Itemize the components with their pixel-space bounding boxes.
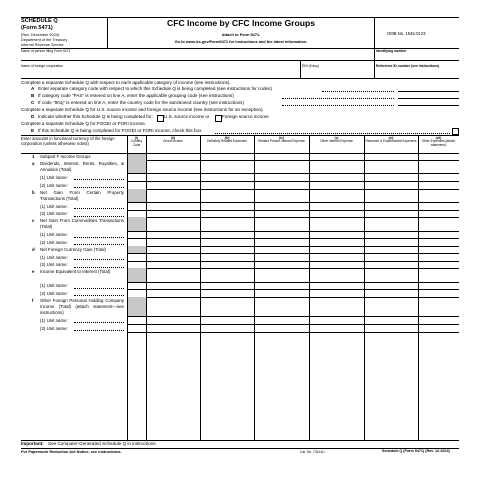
table-cell[interactable] <box>365 189 417 201</box>
table-cell[interactable] <box>419 239 458 245</box>
unit-name-label: (1) Unit name: <box>40 254 68 260</box>
line-b-text: If category code "PAS" is entered on line A, enter the applicable grouping code (see instructions) <box>38 93 234 98</box>
table-cell[interactable] <box>255 282 308 288</box>
section-total-label: Net Gain From Certain Property Transactions (Total) <box>40 189 124 201</box>
table-cell[interactable] <box>147 282 199 288</box>
table-cell[interactable] <box>419 218 458 230</box>
table-cell[interactable] <box>419 261 458 267</box>
table-cell[interactable] <box>365 261 417 267</box>
table-cell[interactable] <box>419 297 458 315</box>
table-cell[interactable] <box>147 254 199 260</box>
table-cell[interactable] <box>147 189 199 201</box>
column-code: (ii) <box>171 135 175 140</box>
table-cell[interactable] <box>201 269 253 281</box>
table-cell[interactable] <box>128 325 145 331</box>
instructions-link-note: Go to www.irs.gov/Form5471 for instructions and the latest information. <box>174 39 308 44</box>
table-cell[interactable] <box>255 297 308 315</box>
line-1-number: 1 <box>32 154 35 159</box>
name-person-field[interactable] <box>21 53 373 60</box>
unit-name-label: (2) Unit name: <box>40 325 68 331</box>
table-cell[interactable] <box>255 290 308 296</box>
table-cell[interactable] <box>128 161 145 173</box>
fogei-fori-checkbox[interactable] <box>452 128 459 135</box>
column-label: Related Person Interest Expense <box>258 139 305 144</box>
line-c-text: If code "901j" is entered on line A, enter the country code for the sanctioned country (see instructions) <box>38 100 245 105</box>
table-cell[interactable] <box>128 290 145 296</box>
table-cell[interactable] <box>310 161 363 173</box>
column-label: Other Interest Expense <box>320 139 353 144</box>
unit-name-field[interactable] <box>74 179 124 180</box>
table-cell[interactable] <box>147 174 199 180</box>
table-cell[interactable] <box>310 325 363 331</box>
table-cell[interactable] <box>147 161 199 173</box>
table-cell[interactable] <box>255 182 308 188</box>
table-cell[interactable] <box>419 269 458 281</box>
table-cell[interactable] <box>147 297 199 315</box>
intro-source: Complete a separate Schedule Q for U.S. source income and foreign source income (see instructions for an exception). <box>21 107 264 112</box>
unit-name-label: (2) Unit name: <box>40 239 68 245</box>
identifying-number-label: Identifying number <box>376 48 407 53</box>
table-cell[interactable] <box>147 325 199 331</box>
column-header <box>146 137 200 144</box>
table-cell[interactable] <box>365 282 417 288</box>
table-cell[interactable] <box>419 182 458 188</box>
unit-name-label: (2) Unit name: <box>40 182 68 188</box>
table-cell[interactable] <box>201 174 253 180</box>
table-cell[interactable] <box>365 231 417 237</box>
grouping-code-field[interactable] <box>398 93 459 99</box>
table-cell[interactable] <box>365 210 417 216</box>
us-source-checkbox[interactable] <box>157 115 164 122</box>
table-cell[interactable] <box>255 239 308 245</box>
table-cell[interactable] <box>128 317 145 323</box>
identifying-number-field[interactable] <box>375 53 459 60</box>
table-cell[interactable] <box>310 239 363 245</box>
table-cell[interactable] <box>419 174 458 180</box>
unit-name-label: (1) Unit name: <box>40 283 68 289</box>
form-reference: Schedule Q (Form 5471) (Rev. 12-2024) <box>382 449 450 453</box>
table-cell[interactable] <box>365 317 417 323</box>
table-cell[interactable] <box>201 189 253 201</box>
revision-date: (Rev. December 2024) <box>21 33 60 37</box>
table-cell[interactable] <box>365 161 417 173</box>
column-code: (vi) <box>388 135 394 140</box>
table-cell[interactable] <box>255 161 308 173</box>
column-header <box>127 137 146 148</box>
table-cell[interactable] <box>201 325 253 331</box>
unit-name-label: (1) Unit name: <box>40 174 68 180</box>
name-foreign-corp-field[interactable] <box>21 69 299 78</box>
reference-id-field[interactable] <box>375 69 459 78</box>
intro-category: Complete a separate Schedule Q with respect to each applicable category of income (see instructions). <box>21 80 231 85</box>
table-cell[interactable] <box>365 246 417 252</box>
column-code: (iii) <box>224 135 230 140</box>
table-cell[interactable] <box>128 254 145 260</box>
table-cell[interactable] <box>419 231 458 237</box>
table-cell[interactable] <box>310 182 363 188</box>
table-cell[interactable] <box>365 182 417 188</box>
table-cell[interactable] <box>128 231 145 237</box>
table-cell[interactable] <box>365 297 417 315</box>
section-letter: c <box>32 218 35 224</box>
unit-name-label: (1) Unit name: <box>40 317 68 323</box>
country-code-field[interactable] <box>398 100 459 106</box>
unit-name-label: (2) Unit name: <box>40 262 68 268</box>
line-e-letter: E <box>31 128 35 133</box>
table-cell[interactable] <box>255 317 308 323</box>
important-label: Important: <box>21 441 44 446</box>
paperwork-notice: For Paperwork Reduction Act Notice, see instructions. <box>21 449 122 454</box>
form-number: (Form 5471) <box>21 25 53 31</box>
table-cell[interactable] <box>255 210 308 216</box>
column-header <box>364 137 418 144</box>
table-cell[interactable] <box>255 231 308 237</box>
catalog-number: Cat. No. 73414U <box>300 450 325 454</box>
table-cell[interactable] <box>255 261 308 267</box>
section-total-label: Net Foreign Currency Gain (Total) <box>40 246 106 252</box>
section-letter: d <box>32 246 35 252</box>
unit-name-field[interactable] <box>74 295 124 296</box>
schedule-label: SCHEDULE Q <box>21 18 58 24</box>
table-cell[interactable] <box>128 174 145 180</box>
line-a-text: Enter separate category code with respect to which this Schedule Q is being completed (see instructions for codes) <box>38 86 272 91</box>
section-total-label: Income Equivalent to Interest (Total) <box>40 269 111 275</box>
table-cell[interactable] <box>419 161 458 173</box>
line-d-text: Indicate whether this Schedule Q is being completed for: <box>38 114 153 119</box>
table-cell[interactable] <box>255 189 308 201</box>
unit-name-label: (2) Unit name: <box>40 290 68 296</box>
table-cell[interactable] <box>310 189 363 201</box>
foreign-source-checkbox[interactable] <box>215 115 222 122</box>
table-cell[interactable] <box>147 317 199 323</box>
table-cell[interactable] <box>147 182 199 188</box>
agency-label: Internal Revenue Service <box>21 42 64 47</box>
foreign-source-label: Foreign source income <box>222 114 269 119</box>
column-header <box>200 137 254 144</box>
section-letter: a <box>32 161 35 166</box>
table-cell[interactable] <box>128 269 145 281</box>
table-cell[interactable] <box>201 282 253 288</box>
table-cell[interactable] <box>147 239 199 245</box>
table-cell[interactable] <box>310 203 363 209</box>
table-cell[interactable] <box>147 246 199 252</box>
table-corner-note: Enter amounts in functional currency of the foreign corporation (unless otherwise noted) <box>21 135 115 146</box>
table-cell[interactable] <box>201 290 253 296</box>
ein-label: EIN (if any) <box>302 64 319 68</box>
important-text: See Computer-Generated Schedule Q in instructions. <box>48 441 157 446</box>
table-cell[interactable] <box>201 218 253 230</box>
table-cell[interactable] <box>255 269 308 281</box>
table-cell[interactable] <box>310 261 363 267</box>
table-cell[interactable] <box>147 218 199 230</box>
intro-fogei: Complete a separate Schedule Q for FOGEI or FORI income. <box>21 121 147 126</box>
column-label: Gross Income <box>163 139 183 144</box>
table-cell[interactable] <box>147 210 199 216</box>
table-cell[interactable] <box>365 218 417 230</box>
table-cell[interactable] <box>419 203 458 209</box>
table-cell[interactable] <box>201 203 253 209</box>
name-foreign-corp-label: Name of foreign corporation <box>21 64 64 68</box>
line-a-letter: A <box>31 86 35 91</box>
table-cell[interactable] <box>365 325 417 331</box>
table-cell[interactable] <box>147 261 199 267</box>
column-code: (v) <box>334 135 339 140</box>
table-cell[interactable] <box>147 231 199 237</box>
table-cell[interactable] <box>255 254 308 260</box>
table-cell[interactable] <box>419 290 458 296</box>
table-cell[interactable] <box>147 269 199 281</box>
section-total-label: Other Foreign Personal Holding Company Income (Total) (attach statement—see instructions) <box>40 297 124 315</box>
column-label: Definitely Related Expenses <box>207 139 247 144</box>
section-total-label: Net Gain From Commodities Transactions (Total) <box>40 218 124 230</box>
table-cell[interactable] <box>365 269 417 281</box>
column-code: (vii) <box>435 135 442 140</box>
column-code: (iv) <box>279 135 284 140</box>
table-cell[interactable] <box>310 218 363 230</box>
table-cell[interactable] <box>310 290 363 296</box>
column-label: Research & Experimental Expenses <box>365 139 417 144</box>
line-e-text: If this Schedule Q is being completed for FOGEI or FORI income, check this box <box>38 128 202 133</box>
column-header <box>309 137 364 144</box>
column-header <box>254 137 309 144</box>
section-total-label: Dividends, Interest, Rents, Royalties, & Annuities (Total) <box>40 161 124 172</box>
table-cell[interactable] <box>128 182 145 188</box>
omb-number: OMB No. 1545-0123 <box>387 31 426 36</box>
table-cell[interactable] <box>310 317 363 323</box>
table-cell[interactable] <box>201 239 253 245</box>
table-cell[interactable] <box>365 203 417 209</box>
unit-name-field[interactable] <box>74 330 124 331</box>
name-person-label: Name of person filing Form 5471 <box>21 48 71 53</box>
table-cell[interactable] <box>128 261 145 267</box>
table-cell[interactable] <box>419 210 458 216</box>
section-letter: e <box>32 269 35 275</box>
table-cell[interactable] <box>147 290 199 296</box>
table-cell[interactable] <box>255 218 308 230</box>
table-cell[interactable] <box>255 246 308 252</box>
table-cell[interactable] <box>128 210 145 216</box>
table-cell[interactable] <box>310 269 363 281</box>
table-cell[interactable] <box>201 161 253 173</box>
unit-name-field[interactable] <box>74 267 124 268</box>
table-cell[interactable] <box>128 189 145 201</box>
unit-name-label: (1) Unit name: <box>40 203 68 209</box>
line-b-letter: B <box>31 93 35 98</box>
table-cell[interactable] <box>201 254 253 260</box>
table-cell[interactable] <box>201 261 253 267</box>
table-cell[interactable] <box>365 254 417 260</box>
table-cell[interactable] <box>310 231 363 237</box>
table-cell[interactable] <box>255 174 308 180</box>
table-cell[interactable] <box>255 325 308 331</box>
table-cell[interactable] <box>365 239 417 245</box>
line-c-letter: C <box>31 100 35 105</box>
table-cell[interactable] <box>128 246 145 252</box>
line-1-label: Subpart F Income Groups <box>40 154 91 159</box>
category-code-field[interactable] <box>398 86 459 92</box>
table-cell[interactable] <box>419 254 458 260</box>
table-cell[interactable] <box>128 282 145 288</box>
unit-name-label: (2) Unit name: <box>40 211 68 217</box>
unit-name-field[interactable] <box>74 244 124 245</box>
table-cell[interactable] <box>310 297 363 315</box>
table-cell[interactable] <box>201 182 253 188</box>
line-d-letter: D <box>31 114 35 119</box>
table-cell[interactable] <box>128 218 145 230</box>
table-cell[interactable] <box>310 254 363 260</box>
attach-note: Attach to Form 5471. <box>221 32 261 37</box>
table-cell[interactable] <box>201 297 253 315</box>
table-cell[interactable] <box>128 203 145 209</box>
column-code: (i) <box>134 135 138 140</box>
unit-name-field[interactable] <box>74 322 124 323</box>
table-cell[interactable] <box>419 189 458 201</box>
unit-name-field[interactable] <box>74 237 124 238</box>
unit-name-field[interactable] <box>74 288 124 289</box>
table-cell[interactable] <box>310 246 363 252</box>
unit-name-label: (1) Unit name: <box>40 232 68 238</box>
section-letter: b <box>32 189 35 195</box>
unit-name-field[interactable] <box>74 187 124 188</box>
table-cell[interactable] <box>201 317 253 323</box>
table-cell[interactable] <box>365 290 417 296</box>
table-cell[interactable] <box>310 210 363 216</box>
unit-name-field[interactable] <box>74 208 124 209</box>
table-cell[interactable] <box>419 246 458 252</box>
table-cell[interactable] <box>201 231 253 237</box>
table-cell[interactable] <box>310 282 363 288</box>
table-cell[interactable] <box>128 297 145 315</box>
table-cell[interactable] <box>365 174 417 180</box>
unit-name-field[interactable] <box>74 216 124 217</box>
table-cell[interactable] <box>201 210 253 216</box>
ein-field[interactable] <box>301 69 373 78</box>
department-label: Department of the Treasury <box>21 38 68 42</box>
column-label: Other Expenses (attach statement) <box>421 139 456 147</box>
form-title: CFC Income by CFC Income Groups <box>166 18 316 28</box>
table-cell[interactable] <box>147 203 199 209</box>
table-cell[interactable] <box>419 325 458 331</box>
table-cell[interactable] <box>128 239 145 245</box>
table-cell[interactable] <box>255 203 308 209</box>
section-letter: f <box>32 297 34 303</box>
table-cell[interactable] <box>310 174 363 180</box>
table-cell[interactable] <box>201 246 253 252</box>
us-source-label: U.S. source income or <box>164 114 210 119</box>
column-header <box>418 137 459 148</box>
unit-name-field[interactable] <box>74 259 124 260</box>
table-cell[interactable] <box>419 282 458 288</box>
reference-id-label: Reference ID number (see instructions) <box>376 64 440 68</box>
column-label: Country Code <box>130 139 143 147</box>
table-cell[interactable] <box>419 317 458 323</box>
